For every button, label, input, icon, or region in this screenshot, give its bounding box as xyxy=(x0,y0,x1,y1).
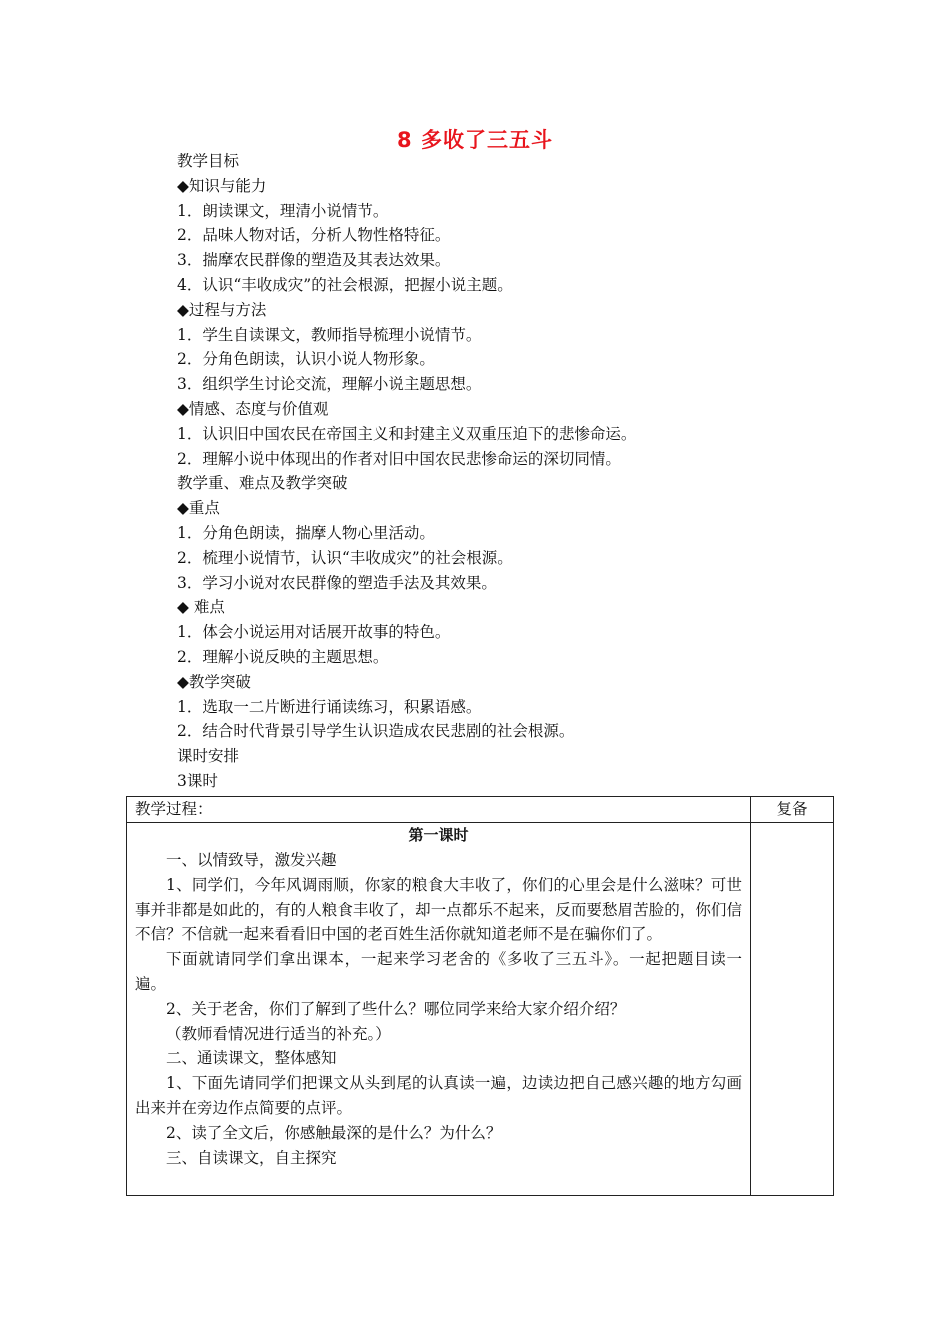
section-heading-key-points: 教学重、难点及教学突破 xyxy=(177,474,348,493)
list-item: 1．认识旧中国农民在帝国主义和封建主义双重压迫下的悲惨命运。 xyxy=(177,424,637,443)
section-heading-schedule: 课时安排 xyxy=(177,747,240,766)
list-item: 3．组织学生讨论交流，理解小说主题思想。 xyxy=(177,375,482,394)
list-item: 1．朗读课文，理清小说情节。 xyxy=(177,201,389,220)
list-item: 4．认识“丰收成灾”的社会根源，把握小说主题。 xyxy=(177,275,513,294)
paragraph: 一、以情致导，激发兴趣 xyxy=(166,851,337,869)
section-heading-objectives: 教学目标 xyxy=(177,152,240,170)
list-item: 1．分角色朗读，揣摩人物心里活动。 xyxy=(177,523,435,542)
list-item: 2．梳理小说情节，认识“丰收成灾”的社会根源。 xyxy=(177,548,513,567)
subheading-process: ◆过程与方法 xyxy=(177,300,267,319)
objectives-section xyxy=(177,149,636,794)
page-title: 8 多收了三五斗 xyxy=(397,128,553,152)
list-item: 1．学生自读课文，教师指导梳理小说情节。 xyxy=(177,325,482,344)
table-body-row xyxy=(127,823,834,1196)
lesson-title: 第一课时 xyxy=(408,826,469,844)
list-item: 2．理解小说中体现出的作者对旧中国农民悲惨命运的深切同情。 xyxy=(177,449,621,468)
paragraph: 1、下面先请同学们把课文从头到尾的认真读一遍，边读边把自己感兴趣的地方勾画出来并在旁边作点简要的点评。 xyxy=(135,1074,742,1117)
paragraph: 二、通读课文，整体感知 xyxy=(166,1049,337,1068)
review-cell xyxy=(751,823,834,1196)
list-item: 2．品味人物对话，分析人物性格特征。 xyxy=(177,226,451,245)
paragraph: （教师看情况进行适当的补充。） xyxy=(166,1024,391,1043)
list-item: 1．体会小说运用对话展开故事的特色。 xyxy=(177,623,451,642)
lesson-content-cell xyxy=(127,823,751,1196)
subheading-key: ◆重点 xyxy=(177,499,220,518)
paragraph: 下面就请同学们拿出课本，一起来学习老舍的《多收了三五斗》。一起把题目读一遍。 xyxy=(135,950,742,993)
subheading-knowledge: ◆知识与能力 xyxy=(177,176,267,195)
list-item: 2．分角色朗读，认识小说人物形象。 xyxy=(177,350,435,369)
paragraph: 三、自读课文，自主探究 xyxy=(166,1148,337,1167)
lesson-plan-table xyxy=(126,796,834,1196)
subheading-difficult: ◆ 难点 xyxy=(177,598,225,617)
subheading-breakthrough: ◆教学突破 xyxy=(177,672,251,691)
list-item: 1．选取一二片断进行诵读练习，积累语感。 xyxy=(177,697,482,716)
list-item: 3．学习小说对农民群像的塑造手法及其效果。 xyxy=(177,573,497,592)
subheading-values: ◆情感、态度与价值观 xyxy=(177,399,329,418)
paragraph: 1、同学们，今年风调雨顺，你家的粮食大丰收了，你们的心里会是什么滋味？可世事并非都是如此的，有的人粮食丰收了，却一点都乐不起来，反而要愁眉苦脸的，你们信不信？不信就一起来看看旧中国的老百姓生活你就知道老师不是在骗你们了。 xyxy=(135,875,742,944)
list-item: 3．揣摩农民群像的塑造及其表达效果。 xyxy=(177,251,451,270)
table-header-row xyxy=(127,797,834,823)
schedule-value: 3课时 xyxy=(177,771,218,790)
paragraph: 2、读了全文后，你感触最深的是什么？为什么？ xyxy=(166,1123,502,1142)
header-teaching-process: 教学过程： xyxy=(127,797,751,823)
list-item: 2．理解小说反映的主题思想。 xyxy=(177,647,389,666)
list-item: 2．结合时代背景引导学生认识造成农民悲剧的社会根源。 xyxy=(177,722,575,741)
paragraph: 2、关于老舍，你们了解到了些什么？哪位同学来给大家介绍介绍？ xyxy=(166,999,626,1018)
header-review: 复备 xyxy=(751,797,834,823)
